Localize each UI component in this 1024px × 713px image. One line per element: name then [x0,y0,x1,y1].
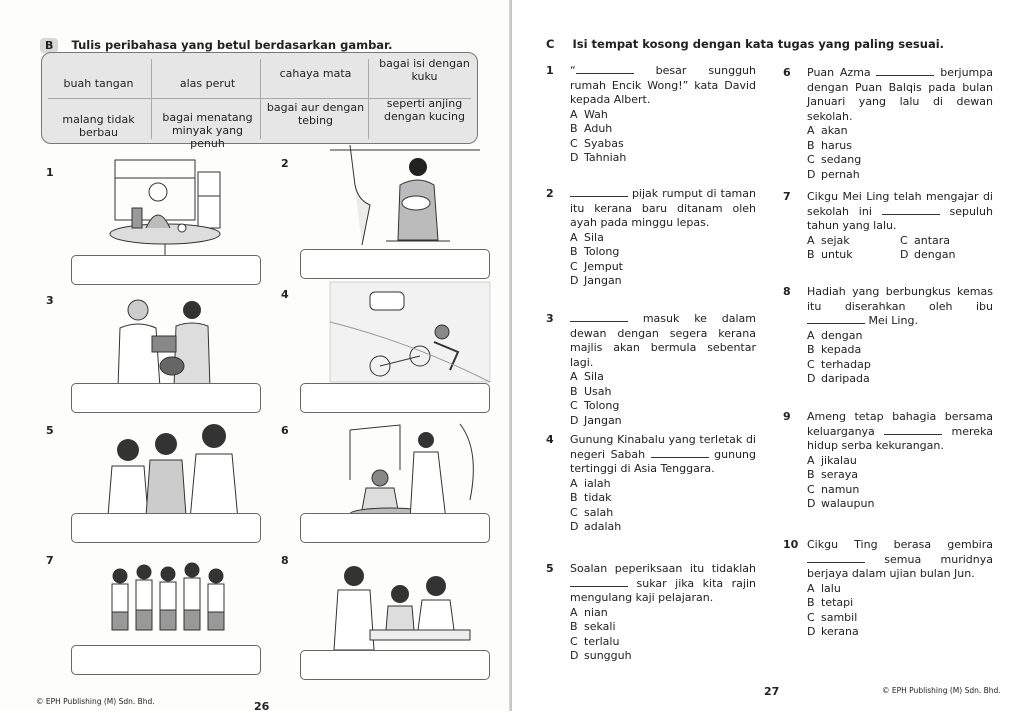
answer-box[interactable] [300,513,490,543]
phrase: alas perut [179,77,236,90]
phrase: cahaya mata [279,67,352,80]
option[interactable]: C salah [570,505,614,519]
option[interactable]: C Tolong [570,399,620,412]
left-page [0,0,512,711]
answer-blank[interactable] [570,577,628,587]
option[interactable]: D walaupun [807,497,875,510]
phrase: malang tidak berbau [62,113,135,139]
question-stem: Cikgu Ting berasa gembira semua muridnya berjaya dalam ujian bulan Jun. [807,538,993,580]
answer-box[interactable] [71,645,261,675]
question-stem: Hadiah yang berbungkus kemas itu diserahkan oleh ibu Mei Ling. [807,285,993,327]
instruction: Tulis peribahasa yang betul berdasarkan gambar. [71,38,393,52]
right-page [512,0,1024,711]
option[interactable]: C terlalu [570,634,620,648]
question-number: 9 [783,410,791,423]
option[interactable]: A ialah [570,476,611,490]
option[interactable]: A lalu [807,581,841,595]
option[interactable]: C Syabas [570,136,624,150]
answer-box[interactable] [71,255,261,285]
option[interactable]: C Jemput [570,259,623,273]
phrase: bagai menatang minyak yang penuh [162,111,253,150]
section-label: C [546,37,555,51]
question-number: 7 [783,190,791,203]
answer-blank[interactable] [651,448,709,458]
option[interactable]: C sedang [807,153,862,166]
phrase: buah tangan [63,77,134,90]
section-b-header [40,34,392,53]
question [546,187,756,289]
illustration-giving-gift [100,288,290,398]
option[interactable]: A Wah [570,107,608,121]
option[interactable]: A dengan [807,328,863,342]
question-number: 6 [783,66,791,79]
answer-box[interactable] [300,650,490,680]
answer-blank[interactable] [807,314,865,324]
answer-box[interactable] [300,383,490,413]
option[interactable]: D sungguh [570,649,632,662]
option[interactable]: D Jangan [570,274,622,287]
option[interactable]: D Jangan [570,413,622,427]
question-number: 5 [546,562,554,575]
option[interactable]: A akan [807,124,848,137]
option[interactable]: B tidak [570,491,612,504]
option[interactable]: B sekali [570,620,616,633]
question-number: 1 [546,64,554,77]
option[interactable]: D pernah [807,167,860,181]
option[interactable]: B Usah [570,384,612,398]
answer-blank[interactable] [570,312,628,322]
answer-blank[interactable] [884,425,942,435]
question [546,433,756,535]
page-number: 26 [254,700,270,713]
question [546,562,756,664]
option[interactable]: A Sila [570,370,604,383]
picture-number: 1 [46,166,54,179]
illustration-students-group [100,548,290,658]
question-number: 2 [546,187,554,200]
question-stem: Cikgu Mei Ling telah mengajar di sekolah ini sepuluh tahun yang lalu. [807,190,993,232]
phrase: bagai aur dengan tebing [266,101,365,127]
option[interactable]: A nian [570,605,608,619]
option[interactable]: A Sila [570,230,604,244]
question-stem: “ besar sungguh rumah Encik Wong!” kata David kepada Albert. [570,64,756,106]
question-number: 3 [546,312,554,325]
option[interactable]: B harus [807,138,852,152]
question-stem: Gunung Kinabalu yang terletak di negeri Sabah gunung tertinggi di Asia Tenggara. [570,433,756,475]
phrase: seperti anjing dengan kucing [384,97,465,123]
question [783,538,993,640]
option[interactable]: D daripada [807,372,870,385]
option[interactable]: B Aduh [570,122,613,135]
question-number: 8 [783,285,791,298]
option[interactable]: C terhadap [807,357,871,371]
copyright-footer: © EPH Publishing (M) Sdn. Bhd. [36,697,155,706]
picture-number: 5 [46,424,54,437]
answer-blank[interactable] [882,205,940,215]
question-stem: masuk ke dalam dewan dengan segera kerana majlis akan bermula sebentar lagi. [570,312,756,369]
option[interactable]: D kerana [807,625,859,638]
question-number: 10 [783,538,799,551]
question [783,190,993,263]
section-c-header [546,37,944,51]
phrase: bagai isi dengan kuku [379,57,470,83]
instruction: Isi tempat kosong dengan kata tugas yang paling sesuai. [572,37,945,51]
option[interactable]: D adalah [570,520,622,533]
question-stem: Puan Azma berjumpa dengan Puan Balqis pada bulan Januari yang lalu di dewan sekolah. [807,66,993,123]
picture-number: 6 [281,424,289,437]
question [783,410,993,512]
question-stem: Soalan peperiksaan itu tidaklah sukar jika kita rajin mengulang kaji pelajaran. [570,562,756,604]
illustration-family-dining [70,148,260,258]
answer-blank[interactable] [576,64,634,74]
page-number: 27 [764,685,780,698]
option[interactable]: B seraya [807,468,859,481]
picture-number: 8 [281,554,289,567]
question [783,285,993,387]
picture-number: 4 [281,288,289,301]
option[interactable]: D Tahniah [570,151,627,164]
question-number: 4 [546,433,554,446]
answer-box[interactable] [300,249,490,279]
option[interactable]: A jikalau [807,453,857,467]
option[interactable]: B tetapi [807,596,854,609]
option-row: B untuk D dengan [807,248,956,261]
illustration-accident [330,282,520,392]
section-badge: B [40,38,58,53]
phrase-box [41,52,478,150]
answer-blank[interactable] [570,187,628,197]
option[interactable]: B kepada [807,343,862,356]
illustration-teacher-students [330,550,520,660]
illustration-mother-baby [300,145,490,255]
question [546,312,756,428]
question-stem: Ameng tetap bahagia bersama keluarganya mereka hidup serba kekurangan. [807,410,993,452]
option[interactable]: C sambil [807,610,858,624]
picture-number: 3 [46,294,54,307]
answer-blank[interactable] [807,553,865,563]
copyright-footer: © EPH Publishing (M) Sdn. Bhd. [882,686,1001,695]
option[interactable]: C namun [807,482,860,496]
answer-box[interactable] [71,513,261,543]
option-row: A sejak C antara [807,233,951,247]
picture-number: 7 [46,554,54,567]
question [546,64,756,166]
picture-number: 2 [281,157,289,170]
option[interactable]: B Tolong [570,245,620,258]
answer-blank[interactable] [876,66,934,76]
question-stem: pijak rumput di taman itu kerana baru ditanam oleh ayah pada minggu lepas. [570,187,756,229]
answer-box[interactable] [71,383,261,413]
question [783,66,993,182]
